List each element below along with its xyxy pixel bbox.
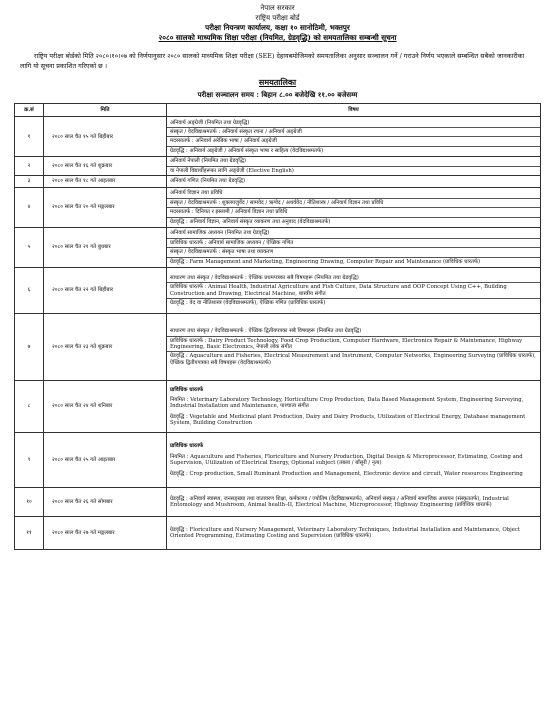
row-date: २०८० साल चैत २० गते मङ्गलबार bbox=[44, 188, 167, 228]
row-date: २०८० साल चैत १६ गते शुक्रबार bbox=[44, 157, 167, 176]
table-row bbox=[15, 228, 541, 268]
subject-line: प्राविधिक धारतर्फ : Dairy Product Technology, Food Crop Production, Computer Hardware, Electronics Repair & Maintenance, Highway Engineering, Basic Electronics, नेपाली लोक संगीत bbox=[167, 337, 540, 353]
header-subject: विषय bbox=[167, 104, 541, 117]
row-serial: ७ bbox=[15, 314, 44, 381]
subject-line: ग्रेडवृद्धि : वेद वा नीतिशास्त्र (वेदविद्याश्रमतर्फ), ऐच्छिक गणित (प्राविधिक धारतर्फ) bbox=[170, 300, 326, 307]
row-date: २०८० साल चैत २५ गते आइतबार bbox=[44, 433, 167, 488]
row-date: २०८० साल चैत १८ गते आइतबार bbox=[44, 176, 167, 188]
subject-line: ग्रेडवृद्धि : Floriculture and Nursery Management, Veterinary Laboratory Techniques, Industrial Installation and Maintenance, Object Oriented Programming, Estimating Costing and Supervision (प्राविधिक धारतर्फ) bbox=[170, 526, 520, 540]
row-serial: ८ bbox=[15, 381, 44, 433]
row-serial: ११ bbox=[15, 517, 44, 550]
subject-line: मदरसातर्फ : दिनियत र इस्लामी / अनिवार्य विज्ञान तथा प्रविधि bbox=[167, 208, 540, 217]
row-serial: १ bbox=[15, 117, 44, 157]
subject-block: नियमित : Veterinary Laboratory Technology, Horticulture Crop Production, Data Based Management System, Engineering Surveying, Industrial Installation and Maintenance, पाश्चात्य संगीत bbox=[170, 397, 524, 410]
row-serial: ४ bbox=[15, 188, 44, 228]
subject-line: प्राविधिक धारतर्फ : Animal Health, Industrial Agriculture and Fish Culture, Data Structure and OOP Concept Using C++, Building Construction and Drawing, Electrical Machine, शास्त्रीय संगीत bbox=[167, 283, 540, 299]
row-date: २०८० साल चैत २२ गते बिहीबार bbox=[44, 268, 167, 314]
row-subjects bbox=[167, 176, 541, 188]
table-row bbox=[15, 176, 541, 188]
table-body bbox=[15, 117, 541, 550]
subject-line: अनिवार्य विज्ञान तथा प्रविधि bbox=[167, 189, 540, 198]
notice-title: २०८० सालको माध्यमिक शिक्षा परीक्षा (नियमित, ग्रेडवृद्धि) को समयतालिका सम्बन्धी सूचना bbox=[158, 32, 397, 42]
row-serial: १० bbox=[15, 488, 44, 517]
subject-line: ग्रेडवृद्धि : Aquaculture and Fisheries, Electrical Measurement and Instrument, Computer Networks, Engineering Surveying (प्राविधिक धारतर्फ), ऐच्छिक द्वितीयपत्रका सबै विषयहरू (वेदविद्याश्रमतर्फ) bbox=[170, 353, 536, 366]
subject-line: वा नेपाली विद्यार्थीहरूका लागि अङ्ग्रेजी (Elective English) bbox=[170, 167, 294, 174]
subject-line: ग्रेडवृद्धि : अनिवार्य स्वास्थ्य, जनसङ्ख्या तथा वातावरण शिक्षा, कर्मकाण्ड / ज्योतिष (वेदविद्याश्रमतर्फ), अनिवार्य संस्कृत / अनिवार्य सामाजिक अध्ययन (संस्कृततर्फ), Industrial Entomology and Mushroom, Animal health–II, Electrical Machine, Microprocessor, Highway Engineering (प्राविधिक धारतर्फ) bbox=[170, 495, 509, 509]
row-date: २०८० साल चैत २४ गते शनिबार bbox=[44, 381, 167, 433]
subject-line: अनिवार्य नेपाली (नियमित तथा ग्रेडवृद्धि) bbox=[167, 157, 540, 166]
row-subjects bbox=[167, 433, 541, 488]
row-date: २०८० साल चैत २७ गते मङ्गलबार bbox=[44, 517, 167, 550]
table-row bbox=[15, 433, 541, 488]
table-header-row bbox=[15, 104, 541, 117]
header-date: मिति bbox=[44, 104, 167, 117]
subject-line: संस्कृत / वेदविद्याश्रमतर्फ : संस्कृत भाषा तथा व्याकरण bbox=[167, 248, 540, 257]
table-row bbox=[15, 117, 541, 157]
subject-block: नियमित : Aquaculture and Fisheries, Floriculture and Nursery Production, Digital Design & Microprocessor, Estimating, Costing and Supervision, Utilization of Electrical Energy, Optional subject (तबला / बाँसुरी / नृत्य) bbox=[170, 453, 523, 467]
table-row bbox=[15, 381, 541, 433]
row-date: २०८० साल चैत २३ गते शुक्रबार bbox=[44, 314, 167, 381]
office-name: परीक्षा नियन्त्रण कार्यालय, कक्षा १० सानोठिमी, भक्तपुर bbox=[205, 23, 350, 33]
row-serial: ९ bbox=[15, 433, 44, 488]
row-subjects bbox=[167, 488, 541, 517]
table-row bbox=[15, 517, 541, 550]
subject-block: ग्रेडवृद्धि : Vegetable and Medicinal plant Production, Dairy and Dairy Products, Utilization of Electrical Energy, Database management System, Building Construction bbox=[170, 413, 526, 427]
row-date: २०८० साल चैत १५ गते बिहीबार bbox=[44, 117, 167, 157]
row-serial: २ bbox=[15, 157, 44, 176]
notice-header bbox=[14, 0, 541, 42]
schedule-table bbox=[14, 103, 541, 550]
subject-line: संस्कृत / वेदविद्याश्रमतर्फ : अनिवार्य संस्कृत रचना / अनिवार्य अङ्ग्रेजी bbox=[167, 128, 540, 137]
subject-line: अनिवार्य सामाजिक अध्ययन (नियमित तथा ग्रेडवृद्धि) bbox=[167, 229, 540, 238]
subject-line: ग्रेडवृद्धि : अनिवार्य अङ्ग्रेजी / अनिवार्य संस्कृत भाषा र साहित्य (वेदविद्याश्रमतर्फ) bbox=[170, 147, 324, 154]
table-row bbox=[15, 488, 541, 517]
subject-line: ग्रेडवृद्धि : अनिवार्य विज्ञान, अनिवार्य संस्कृत व्याकरण तथा अनुवाद (वेदविद्याश्रमतर्फ) bbox=[170, 218, 331, 225]
schedule-title: समयतालिका bbox=[258, 77, 297, 88]
subject-line: ग्रेडवृद्धि : Farm Management and Marketing, Engineering Drawing, Computer Repair and Maintenance (प्राविधिक धारतर्फ) bbox=[170, 258, 481, 265]
row-subjects bbox=[167, 268, 541, 314]
intro-paragraph: राष्ट्रिय परीक्षा बोर्डको मिति २०८०।१०।०७ को निर्णयानुसार २०८० सालको माध्यमिक शिक्षा परीक्षा (SEE) देहायबमोजिमको समयतालिका अनुसार सञ्चालन गर्ने / गराउने निर्णय भएकाले सम्बन्धित सबैको जानकारीका लागि यो सूचना प्रकाशित गरिएको छ । bbox=[20, 52, 525, 71]
government-name: नेपाल सरकार bbox=[260, 4, 295, 12]
table-row bbox=[15, 314, 541, 381]
subject-heading: प्राविधिक धारतर्फ bbox=[170, 443, 204, 450]
row-serial: ३ bbox=[15, 176, 44, 188]
subject-block: ग्रेडवृद्धि : Crop production, Small Ruminant Production and Management, Electronic device and circuit, Water resources Engineering bbox=[170, 470, 523, 477]
header-serial: क्र.सं bbox=[15, 104, 44, 117]
table-row bbox=[15, 268, 541, 314]
schedule-subtitle: परीक्षा सञ्चालन समय : बिहान ८.०० बजेदेखि ११.०० बजेसम्म bbox=[197, 90, 358, 100]
row-subjects bbox=[167, 381, 541, 433]
subject-heading: प्राविधिक धारतर्फ bbox=[170, 386, 204, 393]
board-name: राष्ट्रिय परीक्षा बोर्ड bbox=[255, 13, 300, 22]
row-subjects bbox=[167, 314, 541, 381]
row-subjects bbox=[167, 228, 541, 268]
subject-line: साधारण तथा संस्कृत / वेदविद्याश्रमतर्फ : ऐच्छिक द्वितीयपत्रका सबै विषयहरू (नियमित तथा ग्रेडवृद्धि) bbox=[167, 327, 540, 336]
subject-line: अनिवार्य गणित (नियमित तथा ग्रेडवृद्धि) bbox=[170, 178, 245, 185]
row-subjects bbox=[167, 117, 541, 157]
table-row bbox=[15, 157, 541, 176]
row-serial: ६ bbox=[15, 268, 44, 314]
subject-line: साधारण तथा संस्कृत / वेदविद्याश्रमतर्फ : ऐच्छिक प्रथमपत्रका सबै विषयहरू (नियमित तथा ग्रेडवृद्धि) bbox=[167, 274, 540, 283]
subject-line: मदरसातर्फ : अनिवार्य अरेबिक भाषा / अनिवार्य अङ्ग्रेजी bbox=[167, 137, 540, 146]
subject-line: प्राविधिक धारतर्फ : अनिवार्य सामाजिक अध्ययन / ऐच्छिक गणित bbox=[167, 239, 540, 248]
subject-line: अनिवार्य अङ्ग्रेजी (नियमित तथा ग्रेडवृद्धि) bbox=[167, 119, 540, 128]
row-subjects bbox=[167, 517, 541, 550]
table-row bbox=[15, 188, 541, 228]
row-subjects bbox=[167, 157, 541, 176]
row-date: २०८० साल चैत २६ गते सोमबार bbox=[44, 488, 167, 517]
subject-line: संस्कृत / वेदविद्याश्रमतर्फ : शुक्लयजुर्वेद / सामवेद / ऋग्वेद / अथर्ववेद / नीतिशास्त्र / अनिवार्य विज्ञान तथा प्रविधि bbox=[167, 199, 540, 208]
row-subjects bbox=[167, 188, 541, 228]
row-date: २०८० साल चैत २१ गते बुधबार bbox=[44, 228, 167, 268]
row-serial: ५ bbox=[15, 228, 44, 268]
